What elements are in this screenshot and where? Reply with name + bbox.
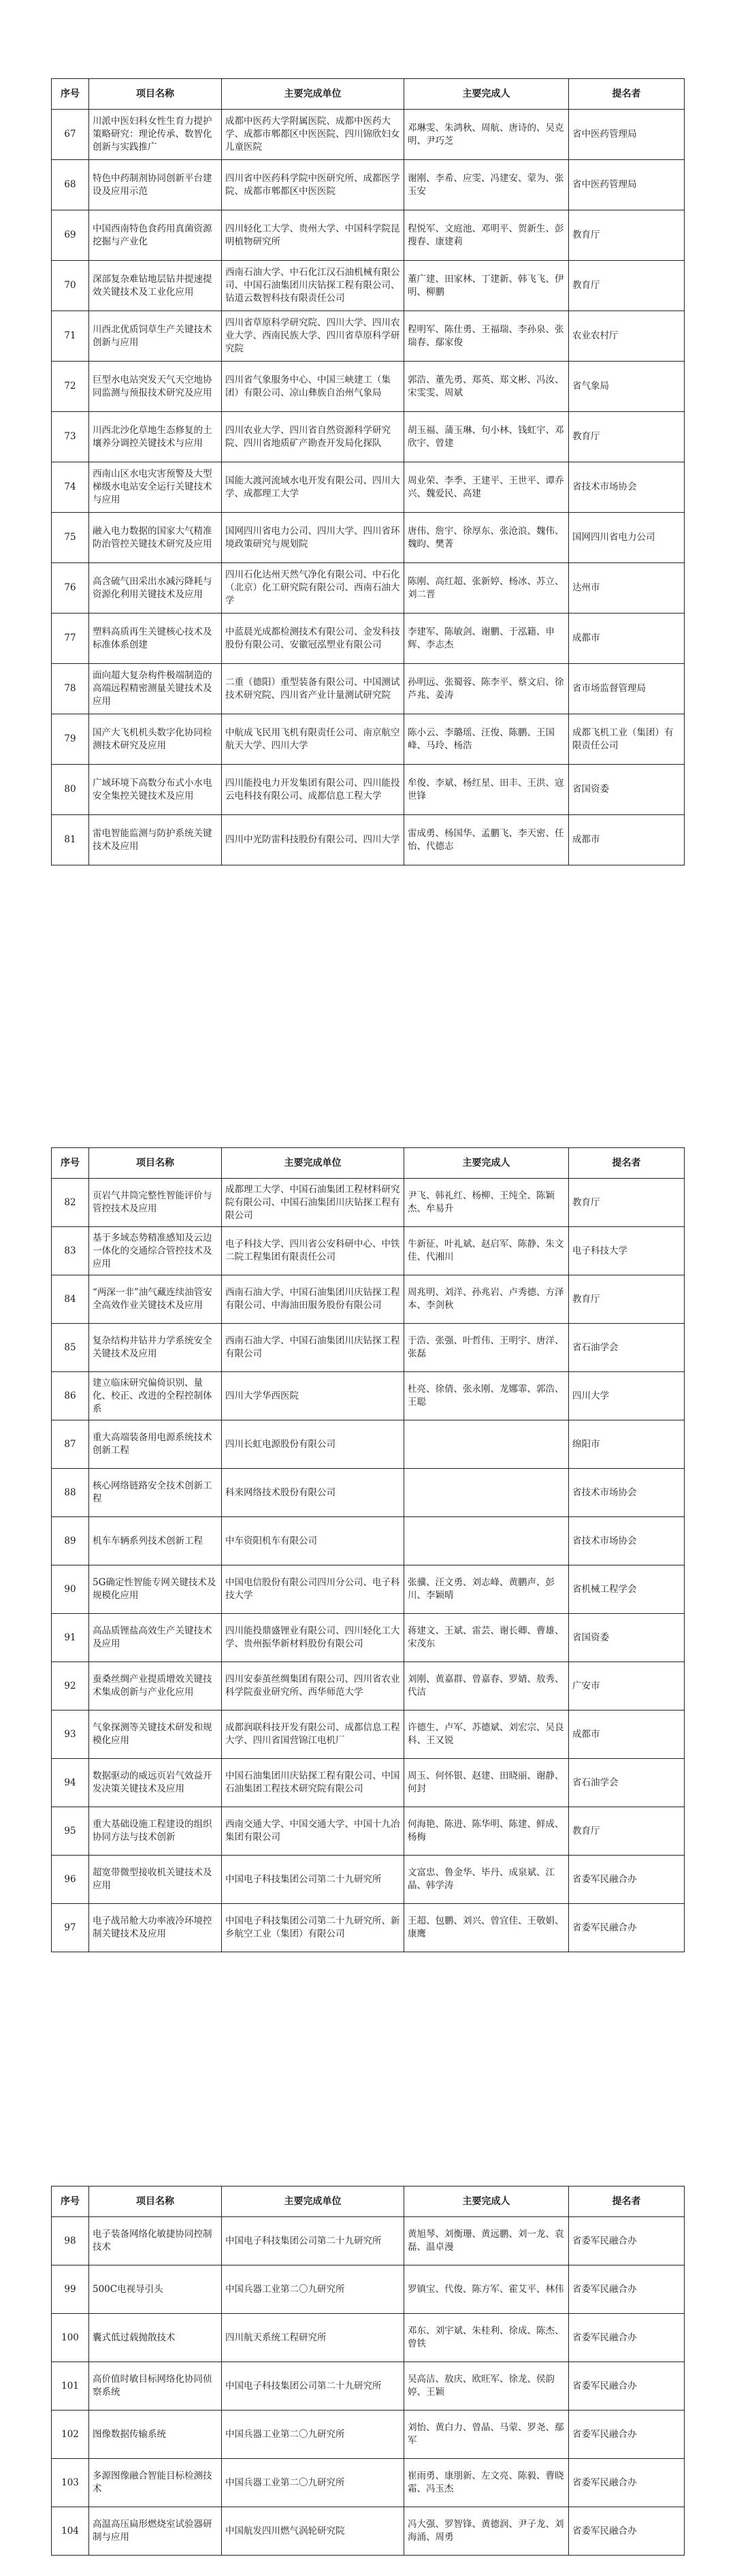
row-number: 104 xyxy=(52,2507,89,2556)
project-name: 中国西南特色食药用真菌资源挖掘与产业化 xyxy=(89,210,222,261)
header-person: 主要完成人 xyxy=(404,79,569,110)
table-row xyxy=(52,1662,685,1711)
completing-units: 国网四川省电力公司、四川大学、四川省环境政策研究与规划院 xyxy=(222,513,404,563)
nominator: 绵阳市 xyxy=(569,1420,685,1469)
completing-persons: 冯大强、罗智锋、黄德润、尹子龙、刘海涌、周勇 xyxy=(404,2507,569,2556)
nominator: 教育厅 xyxy=(569,1275,685,1324)
nominator: 国网四川省电力公司 xyxy=(569,513,685,563)
row-number: 77 xyxy=(52,614,89,664)
nominator: 省气象局 xyxy=(569,362,685,412)
completing-persons: 孙明远、张蜀蓉、陈李平、蔡文启、徐芦兆、姜涛 xyxy=(404,664,569,714)
header-unit: 主要完成单位 xyxy=(222,79,404,110)
row-number: 70 xyxy=(52,261,89,311)
header-name: 项目名称 xyxy=(89,79,222,110)
row-number: 81 xyxy=(52,815,89,865)
project-name: 融入电力数据的国家大气精准防治管控关键技术研究及应用 xyxy=(89,513,222,563)
table-row xyxy=(52,815,685,865)
completing-persons: 黄旭琴、刘衡珊、黄远鹏、刘一龙、袁磊、温卓漫 xyxy=(404,2217,569,2265)
project-name: 特色中药制剂协同创新平台建设及应用示范 xyxy=(89,160,222,210)
table-row xyxy=(52,714,685,765)
project-name: 蚕桑丝绸产业提质增效关键技术集成创新与产业化应用 xyxy=(89,1662,222,1711)
completing-persons: 雷成勇、杨国华、孟鹏飞、李天密、任怡、代德志 xyxy=(404,815,569,865)
completing-persons: 周玉、何怀银、赵建、田晓丽、谢静、何封 xyxy=(404,1759,569,1807)
row-number: 83 xyxy=(52,1227,89,1275)
completing-persons: 邓东、刘宇斌、朱桂利、徐成、陈杰、曾铁 xyxy=(404,2314,569,2362)
header-nominator: 提名者 xyxy=(569,2187,685,2217)
completing-persons: 杜亮、徐倩、张永刚、龙娜霏、郭浩、王聪 xyxy=(404,1372,569,1420)
table-row xyxy=(52,1517,685,1565)
completing-persons: 刘刚、黄嘉群、曾嘉春、罗婧、敖秀、代洁 xyxy=(404,1662,569,1711)
row-number: 74 xyxy=(52,462,89,513)
project-name: 500C电视导引头 xyxy=(89,2265,222,2314)
nominator: 省委军民融合办 xyxy=(569,2362,685,2411)
completing-units: 中车资阳机车有限公司 xyxy=(222,1517,404,1565)
nominator: 省国资委 xyxy=(569,765,685,815)
row-number: 72 xyxy=(52,362,89,412)
completing-units: 四川航天系统工程研究所 xyxy=(222,2314,404,2362)
completing-units: 中国兵器工业第二〇九研究所 xyxy=(222,2265,404,2314)
project-name: 西南山区水电灾害预警及大型梯级水电站安全运行关键技术与应用 xyxy=(89,462,222,513)
nominator: 省中医药管理局 xyxy=(569,110,685,160)
nominator: 省石油学会 xyxy=(569,1759,685,1807)
completing-persons xyxy=(404,1420,569,1469)
header-name: 项目名称 xyxy=(89,2187,222,2217)
completing-persons: 于浩、张强、叶哲伟、王明宇、唐洋、张磊 xyxy=(404,1324,569,1372)
award-table xyxy=(51,1147,685,1952)
table-row xyxy=(52,1807,685,1856)
nominator: 达州市 xyxy=(569,563,685,614)
table-row xyxy=(52,2314,685,2362)
completing-units: 西南石油大学、中石化江汉石油机械有限公司、中国石油集团川庆钻探工程有限公司、钻道云数智科技有限责任公司 xyxy=(222,261,404,311)
table-row xyxy=(52,1227,685,1275)
completing-persons: 邓琳雯、朱鸿秋、周航、唐诗的、吴克明、尹巧芝 xyxy=(404,110,569,160)
completing-persons: 尹飞、韩礼红、杨柳、王纯全、陈颖杰、牟易升 xyxy=(404,1179,569,1227)
project-name: 囊式低过载抛散技术 xyxy=(89,2314,222,2362)
project-name: 页岩气井筒完整性智能评价与管控技术及应用 xyxy=(89,1179,222,1227)
row-number: 78 xyxy=(52,664,89,714)
completing-units: 西南石油大学、中国石油集团川庆钻探工程有限公司、中海油田服务股份有限公司 xyxy=(222,1275,404,1324)
row-number: 96 xyxy=(52,1856,89,1904)
completing-units: 四川石化达州天然气净化有限公司、中石化（北京）化工研究院有限公司、西南石油大学 xyxy=(222,563,404,614)
project-name: 川西北优质饲草生产关键技术创新与应用 xyxy=(89,311,222,362)
completing-units: 四川大学华西医院 xyxy=(222,1372,404,1420)
project-name: 核心网络链路安全技术创新工程 xyxy=(89,1469,222,1517)
nominator: 省市场监督管理局 xyxy=(569,664,685,714)
nominator: 省技术市场协会 xyxy=(569,462,685,513)
row-number: 98 xyxy=(52,2217,89,2265)
table-row xyxy=(52,1759,685,1807)
header-person: 主要完成人 xyxy=(404,1148,569,1179)
table-row xyxy=(52,1856,685,1904)
row-number: 71 xyxy=(52,311,89,362)
completing-persons: 蒋建文、王斌、雷芸、谢长卿、曹雄、宋茂东 xyxy=(404,1614,569,1662)
table-row xyxy=(52,1420,685,1469)
table-row xyxy=(52,2507,685,2556)
header-no: 序号 xyxy=(52,1148,89,1179)
nominator: 教育厅 xyxy=(569,210,685,261)
table-row xyxy=(52,513,685,563)
completing-persons: 牛新征、叶礼斌、赵启军、陈静、朱文佳、代湘川 xyxy=(404,1227,569,1275)
nominator: 教育厅 xyxy=(569,1807,685,1856)
completing-units: 电子科技大学、四川省公安科研中心、中铁二院工程集团有限责任公司 xyxy=(222,1227,404,1275)
project-name: 雷电智能监测与防护系统关键技术及应用 xyxy=(89,815,222,865)
nominator: 成都市 xyxy=(569,1711,685,1759)
nominator: 省国资委 xyxy=(569,1614,685,1662)
nominator: 电子科技大学 xyxy=(569,1227,685,1275)
header-no: 序号 xyxy=(52,2187,89,2217)
completing-persons: 何海艳、陈进、陈华明、陈建、鲜成、杨梅 xyxy=(404,1807,569,1856)
table-row xyxy=(52,2411,685,2459)
project-name: 气象探测等关键技术研发和规模化应用 xyxy=(89,1711,222,1759)
table-row xyxy=(52,210,685,261)
project-name: 高价值时敏目标网络化协同侦察系统 xyxy=(89,2362,222,2411)
completing-units: 中国电子科技集团公司第二十九研究所 xyxy=(222,1856,404,1904)
completing-persons: 程明军、陈仕勇、王福瑞、李孙泉、张瑞春、鄢家俊 xyxy=(404,311,569,362)
completing-persons: 王超、包鹏、刘兴、曾宜佳、王敬娟、康鹰 xyxy=(404,1904,569,1952)
completing-units: 二重（德阳）重型装备有限公司、中国测试技术研究院、四川省产业计量测试研究院 xyxy=(222,664,404,714)
completing-persons xyxy=(404,1469,569,1517)
row-number: 101 xyxy=(52,2362,89,2411)
nominator: 成都市 xyxy=(569,614,685,664)
row-number: 68 xyxy=(52,160,89,210)
row-number: 103 xyxy=(52,2459,89,2507)
completing-persons: 李建军、陈敏剑、谢鹏、于泓籍、申辉、李志杰 xyxy=(404,614,569,664)
table-row xyxy=(52,1904,685,1952)
completing-persons: 胡玉福、蒲玉琳、句小林、钱虹宇、邓欣宇、曾建 xyxy=(404,412,569,462)
completing-persons: 周业荣、李季、王建平、王世平、谭乔兴、魏爱民、高建 xyxy=(404,462,569,513)
nominator: 四川大学 xyxy=(569,1372,685,1420)
project-name: “两深一非”油气藏连续油管安全高效作业关键技术及应用 xyxy=(89,1275,222,1324)
project-name: 多源图像融合智能目标检测技术 xyxy=(89,2459,222,2507)
table-header-row xyxy=(52,79,685,110)
row-number: 86 xyxy=(52,1372,89,1420)
nominator: 省石油学会 xyxy=(569,1324,685,1372)
project-name: 数据驱动的威远页岩气效益开发决策关键技术及应用 xyxy=(89,1759,222,1807)
completing-units: 四川能投鼎盛锂业有限公司、四川轻化工大学、贵州振华新材料股份有限公司 xyxy=(222,1614,404,1662)
project-name: 重大基础设施工程建设的组织协同方法与技术创新 xyxy=(89,1807,222,1856)
project-name: 电子装备网络化敏捷协同控制技术 xyxy=(89,2217,222,2265)
completing-persons: 牟俊、李斌、杨红星、田丰、王洪、寇世锋 xyxy=(404,765,569,815)
row-number: 80 xyxy=(52,765,89,815)
completing-units: 成都理工大学、中国石油集团工程材料研究院有限公司、中国石油集团川庆钻探工程有限公司 xyxy=(222,1179,404,1227)
table-row xyxy=(52,765,685,815)
completing-units: 中国电信股份有限公司四川分公司、电子科技大学 xyxy=(222,1565,404,1614)
project-name: 5G确定性智能专网关键技术及规模化应用 xyxy=(89,1565,222,1614)
table-row xyxy=(52,1565,685,1614)
completing-units: 中国兵器工业第二〇九研究所 xyxy=(222,2459,404,2507)
table-row xyxy=(52,1275,685,1324)
table-row xyxy=(52,1372,685,1420)
completing-persons: 许德生、卢军、苏德斌、刘宏宗、吴良科、王又锐 xyxy=(404,1711,569,1759)
row-number: 92 xyxy=(52,1662,89,1711)
row-number: 91 xyxy=(52,1614,89,1662)
completing-persons xyxy=(404,1517,569,1565)
nominator: 省技术市场协会 xyxy=(569,1517,685,1565)
table-row xyxy=(52,1711,685,1759)
header-nominator: 提名者 xyxy=(569,79,685,110)
nominator: 省中医药管理局 xyxy=(569,160,685,210)
project-name: 深部复杂难钻地层钻井提速提效关键技术及工业化应用 xyxy=(89,261,222,311)
completing-persons: 张骥、汪文勇、刘志峰、黄鹏声、彭川、李颖晴 xyxy=(404,1565,569,1614)
project-name: 超宽带微型接收机关键技术及应用 xyxy=(89,1856,222,1904)
row-number: 99 xyxy=(52,2265,89,2314)
project-name: 高温高压扁形燃烧室试验器研制与应用 xyxy=(89,2507,222,2556)
table-body xyxy=(52,2217,685,2556)
row-number: 67 xyxy=(52,110,89,160)
row-number: 79 xyxy=(52,714,89,765)
header-unit: 主要完成单位 xyxy=(222,1148,404,1179)
nominator: 省委军民融合办 xyxy=(569,2217,685,2265)
table-page-2 xyxy=(51,1147,684,1952)
completing-units: 西南交通大学、中国交通大学、中国十九冶集团有限公司 xyxy=(222,1807,404,1856)
project-name: 高含硫气田采出水减污降耗与资源化利用关键技术及应用 xyxy=(89,563,222,614)
completing-persons: 郭浩、董先勇、郑英、郑文彬、冯汝、宋雯雯、周斌 xyxy=(404,362,569,412)
nominator: 教育厅 xyxy=(569,1179,685,1227)
nominator: 省委军民融合办 xyxy=(569,1856,685,1904)
row-number: 89 xyxy=(52,1517,89,1565)
project-name: 建立临床研究偏倚识别、量化、校正、改进的全程控制体系 xyxy=(89,1372,222,1420)
completing-units: 四川农业大学、四川省自然资源科学研究院、四川省地质矿产勘查开发局化探队 xyxy=(222,412,404,462)
completing-persons: 周兆明、刘洋、孙兆岩、卢秀德、方泽本、李剑秋 xyxy=(404,1275,569,1324)
completing-units: 中蓝晨光成都检测技术有限公司、金发科技股份有限公司、安徽冠泓塑业有限公司 xyxy=(222,614,404,664)
completing-units: 中国电子科技集团公司第二十九研究所 xyxy=(222,2362,404,2411)
row-number: 90 xyxy=(52,1565,89,1614)
row-number: 94 xyxy=(52,1759,89,1807)
table-row xyxy=(52,110,685,160)
award-table xyxy=(51,2186,685,2556)
table-row xyxy=(52,362,685,412)
project-name: 川西北沙化草地生态修复的土壤养分调控关键技术与应用 xyxy=(89,412,222,462)
header-nominator: 提名者 xyxy=(569,1148,685,1179)
table-header-row xyxy=(52,1148,685,1179)
table-row xyxy=(52,160,685,210)
completing-units: 四川长虹电源股份有限公司 xyxy=(222,1420,404,1469)
header-name: 项目名称 xyxy=(89,1148,222,1179)
project-name: 复杂结构井钻井力学系统安全关键技术及应用 xyxy=(89,1324,222,1372)
project-name: 巨型水电站突发天气天空地协同监测与预报技术研究及应用 xyxy=(89,362,222,412)
completing-persons: 罗镇宝、代俊、陈方军、霍艾平、林伟 xyxy=(404,2265,569,2314)
header-unit: 主要完成单位 xyxy=(222,2187,404,2217)
completing-units: 中国航发四川燃气涡轮研究院 xyxy=(222,2507,404,2556)
nominator: 省技术市场协会 xyxy=(569,1469,685,1517)
completing-persons: 董广建、田家林、丁建新、韩飞飞、伊明、柳鹏 xyxy=(404,261,569,311)
award-table xyxy=(51,78,685,865)
completing-units: 四川省中医药科学院中医研究所、成都医学院、成都市郫都区中医医院 xyxy=(222,160,404,210)
completing-units: 四川中光防雷科技股份有限公司、四川大学 xyxy=(222,815,404,865)
completing-persons: 刘怡、黄白力、曾晶、马蒙、罗尧、鄢军 xyxy=(404,2411,569,2459)
completing-units: 国能大渡河流域水电开发有限公司、四川大学、成都理工大学 xyxy=(222,462,404,513)
project-name: 机车车辆系列技术创新工程 xyxy=(89,1517,222,1565)
table-row xyxy=(52,563,685,614)
table-body xyxy=(52,1179,685,1952)
completing-units: 中国电子科技集团公司第二十九研究所 xyxy=(222,2217,404,2265)
row-number: 82 xyxy=(52,1179,89,1227)
table-row xyxy=(52,2217,685,2265)
table-row xyxy=(52,614,685,664)
nominator: 省委军民融合办 xyxy=(569,1904,685,1952)
completing-units: 中航成飞民用飞机有限责任公司、南京航空航天大学、四川大学 xyxy=(222,714,404,765)
table-row xyxy=(52,2265,685,2314)
nominator: 省委军民融合办 xyxy=(569,2265,685,2314)
project-name: 国产大飞机机头数字化协同检测技术研究及应用 xyxy=(89,714,222,765)
completing-persons: 唐伟、詹宇、徐厚东、张沧浪、魏伟、魏昀、樊菁 xyxy=(404,513,569,563)
table-row xyxy=(52,462,685,513)
table-page-1 xyxy=(51,78,684,865)
completing-units: 中国石油集团川庆钻探工程有限公司、中国石油集团工程技术研究院有限公司 xyxy=(222,1759,404,1807)
row-number: 87 xyxy=(52,1420,89,1469)
completing-persons: 陈刚、高红超、张新婷、杨冰、苏立、刘二晋 xyxy=(404,563,569,614)
project-name: 高品质锂盐高效生产关键技术及应用 xyxy=(89,1614,222,1662)
completing-units: 四川轻化工大学、贵州大学、中国科学院昆明植物研究所 xyxy=(222,210,404,261)
nominator: 省委军民融合办 xyxy=(569,2459,685,2507)
nominator: 农业农村厅 xyxy=(569,311,685,362)
completing-units: 四川安泰茧丝绸集团有限公司、四川省农业科学院蚕业研究所、西华师范大学 xyxy=(222,1662,404,1711)
table-row xyxy=(52,664,685,714)
table-row xyxy=(52,2362,685,2411)
table-row xyxy=(52,1614,685,1662)
row-number: 75 xyxy=(52,513,89,563)
row-number: 88 xyxy=(52,1469,89,1517)
table-body xyxy=(52,110,685,865)
project-name: 重大高端装备用电源系统技术创新工程 xyxy=(89,1420,222,1469)
project-name: 川派中医妇科女性生育力提护策略研究：理论传承、数智化创新与实践推广 xyxy=(89,110,222,160)
row-number: 100 xyxy=(52,2314,89,2362)
completing-units: 成都中医药大学附属医院、成都中医药大学、成都市郫都区中医医院、四川锦欣妇女儿童医院 xyxy=(222,110,404,160)
completing-persons: 崔雨勇、康朋新、左文亮、陈毅、曹晓霜、冯玉杰 xyxy=(404,2459,569,2507)
table-row xyxy=(52,261,685,311)
project-name: 塑料高质再生关键核心技术及标准体系创建 xyxy=(89,614,222,664)
completing-units: 科来网络技术股份有限公司 xyxy=(222,1469,404,1517)
table-row xyxy=(52,2459,685,2507)
row-number: 85 xyxy=(52,1324,89,1372)
completing-persons: 吴高洁、敖庆、欧旺军、徐龙、侯韵婷、王颖 xyxy=(404,2362,569,2411)
header-no: 序号 xyxy=(52,79,89,110)
table-header-row xyxy=(52,2187,685,2217)
project-name: 基于多域态势精准感知及云边一体化的交通综合管控技术及应用 xyxy=(89,1227,222,1275)
nominator: 省机械工程学会 xyxy=(569,1565,685,1614)
completing-persons: 陈小云、李璐瑶、汪俊、陈鹏、王国峰、马玲、杨浩 xyxy=(404,714,569,765)
nominator: 教育厅 xyxy=(569,412,685,462)
project-name: 图像数据传输系统 xyxy=(89,2411,222,2459)
table-row xyxy=(52,1324,685,1372)
nominator: 省委军民融合办 xyxy=(569,2314,685,2362)
row-number: 93 xyxy=(52,1711,89,1759)
nominator: 教育厅 xyxy=(569,261,685,311)
completing-units: 成都润联科技开发有限公司、成都信息工程大学、四川省国营锦江电机厂 xyxy=(222,1711,404,1759)
completing-persons: 谢刚、李希、应雯、冯建安、蒙为、张玉安 xyxy=(404,160,569,210)
project-name: 广域环境下高数分布式小水电安全集控关键技术及应用 xyxy=(89,765,222,815)
row-number: 69 xyxy=(52,210,89,261)
row-number: 97 xyxy=(52,1904,89,1952)
completing-units: 四川省草原科学研究院、四川大学、四川农业大学、西南民族大学、四川省草原科学研究院 xyxy=(222,311,404,362)
nominator: 省委军民融合办 xyxy=(569,2411,685,2459)
table-row xyxy=(52,311,685,362)
completing-units: 中国电子科技集团公司第二十九研究所、新乡航空工业（集团）有限公司 xyxy=(222,1904,404,1952)
row-number: 102 xyxy=(52,2411,89,2459)
completing-persons: 程悦军、文庭池、邓明平、贺新生、彭搜春、康建莉 xyxy=(404,210,569,261)
project-name: 电子战吊舱大功率液冷环境控制关键技术及应用 xyxy=(89,1904,222,1952)
project-name: 面向超大复杂构件极端制造的高端远程精密测量关键技术及应用 xyxy=(89,664,222,714)
header-person: 主要完成人 xyxy=(404,2187,569,2217)
completing-units: 西南石油大学、中国石油集团川庆钻探工程有限公司 xyxy=(222,1324,404,1372)
nominator: 省委军民融合办 xyxy=(569,2507,685,2556)
table-row xyxy=(52,1469,685,1517)
completing-units: 四川能投电力开发集团有限公司、四川能投云电科技有限公司、成都信息工程大学 xyxy=(222,765,404,815)
nominator: 广安市 xyxy=(569,1662,685,1711)
table-row xyxy=(52,1179,685,1227)
row-number: 73 xyxy=(52,412,89,462)
completing-units: 中国兵器工业第二〇九研究所 xyxy=(222,2411,404,2459)
completing-persons: 文富忠、鲁金华、毕丹、成泉斌、江晶、韩学涛 xyxy=(404,1856,569,1904)
table-page-3 xyxy=(51,2186,684,2556)
nominator: 成都飞机工业（集团）有限责任公司 xyxy=(569,714,685,765)
row-number: 84 xyxy=(52,1275,89,1324)
table-row xyxy=(52,412,685,462)
row-number: 95 xyxy=(52,1807,89,1856)
completing-units: 四川省气象服务中心、中国三峡建工（集团）有限公司、凉山彝族自治州气象局 xyxy=(222,362,404,412)
row-number: 76 xyxy=(52,563,89,614)
nominator: 成都市 xyxy=(569,815,685,865)
